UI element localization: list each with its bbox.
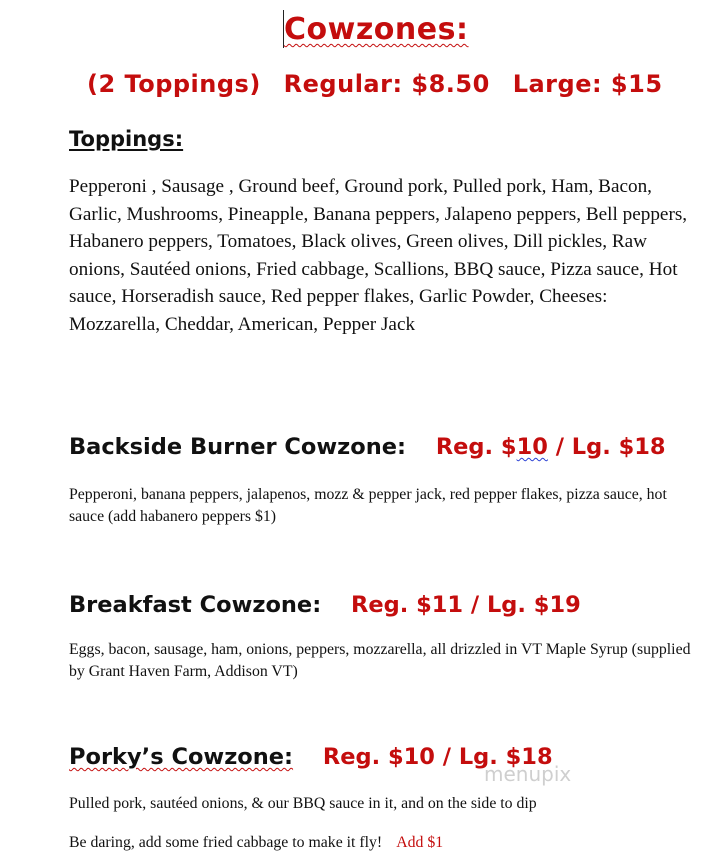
pricing-subtitle	[87, 70, 677, 98]
price-large: / Lg. $18	[547, 434, 666, 460]
toppings-note: (2 Toppings)	[87, 70, 261, 98]
item-name: Porky’s Cowzone:	[69, 744, 294, 770]
menu-item-heading	[69, 434, 666, 460]
item-name: Backside Burner Cowzone:	[69, 434, 406, 460]
item-description: Pulled pork, sautéed onions, & our BBQ sauce in it, and on the side to dip	[69, 795, 537, 812]
item-description: Pepperoni, banana peppers, jalapenos, mozz & pepper jack, red pepper flakes, pizza sauce, hot sauce (add habanero peppers $1)	[69, 486, 667, 525]
page-title: Cowzones:	[284, 12, 469, 47]
item-price	[436, 434, 666, 460]
watermark: menupix	[484, 762, 572, 786]
toppings-heading: Toppings:	[69, 127, 184, 151]
item-name: Breakfast Cowzone:	[69, 592, 322, 618]
item-price: Reg. $11 / Lg. $19	[351, 592, 581, 618]
price-reg-prefix: Reg. $	[435, 434, 517, 460]
large-price: Large: $15	[512, 70, 663, 98]
menu-item-heading	[69, 744, 553, 770]
toppings-list: Pepperoni , Sausage , Ground beef, Ground pork, Pulled pork, Ham, Bacon, Garlic, Mushrooms, Pineapple, Banana peppers, Jalapeno peppers, Bell peppers, Habanero peppers, Tomatoes, Black olives, Green olives, Dill pickles, Raw onions, Sautéed onions, Fried cabbage, Scallions, BBQ sauce, Pizza sauce, Hot sauce, Horseradish sauce, Red pepper flakes, Garlic Powder, Cheeses: Mozzarella, Cheddar, American, Pepper Jack	[69, 176, 688, 335]
price-reg-value: 10	[516, 434, 548, 460]
extra-price: Add $1	[396, 834, 444, 851]
item-description: Eggs, bacon, sausage, ham, onions, peppers, mozzarella, all drizzled in VT Maple Syrup (supplied by Grant Haven Farm, Addison VT)	[69, 641, 691, 680]
extra-text: Be daring, add some fried cabbage to make it fly!	[69, 834, 383, 851]
regular-price: Regular: $8.50	[283, 70, 490, 98]
item-price: Reg. $10 / Lg. $18	[322, 744, 553, 770]
item-extra	[69, 832, 699, 854]
menu-item-heading	[69, 592, 581, 618]
